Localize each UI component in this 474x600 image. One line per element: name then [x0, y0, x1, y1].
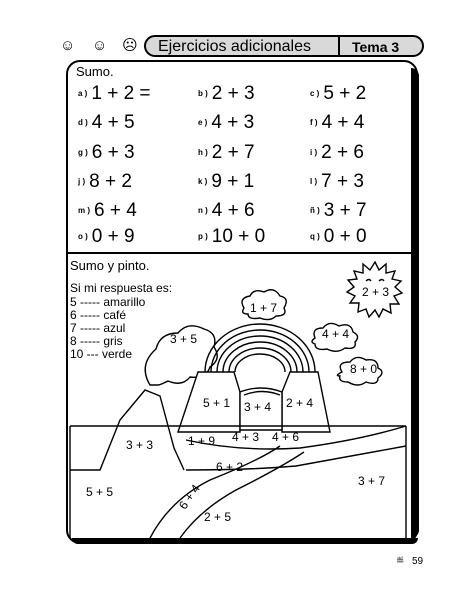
section-title-sumo-pinto: Sumo y pinto. [70, 258, 150, 273]
exercise-label: ñ ) [310, 206, 320, 215]
legend-item: 10 --- verde [70, 347, 133, 361]
exercise-label: d ) [78, 118, 88, 127]
cloud2-expression: 4 + 4 [322, 327, 350, 341]
exercise-expression: 8 + 2 [89, 171, 132, 192]
exercise-expression: 5 + 2 [323, 83, 367, 104]
legend-title: Si mi respuesta es: [70, 281, 173, 295]
exercise-expression: 4 + 5 [91, 112, 135, 133]
mountain-left-expression: 5 + 1 [203, 396, 231, 410]
exercise-label: m ) [78, 206, 90, 215]
waterfall-expression: 3 + 4 [244, 400, 272, 414]
section-title-sumo: Sumo. [76, 64, 114, 79]
volcano-expression: 3 + 3 [126, 438, 154, 452]
field-left-expression: 5 + 5 [86, 485, 114, 499]
exercise-label: i ) [310, 148, 318, 157]
mountain-right-expression: 2 + 4 [286, 396, 314, 410]
exercise-expression: 7 + 3 [321, 171, 364, 192]
field-c-expression: 4 + 6 [272, 430, 300, 444]
exercise-label: a ) [78, 89, 88, 98]
road-expression: 6 + 2 [216, 460, 244, 474]
page-title: Ejercicios adicionales [158, 38, 311, 55]
field-right-expression: 3 + 7 [358, 474, 386, 488]
legend-item: 7 ----- azul [70, 321, 126, 335]
exercise-expression: 4 + 3 [211, 112, 255, 133]
exercise-expression: 2 + 7 [211, 142, 255, 163]
exercise-expression: 6 + 4 [94, 200, 137, 221]
legend-item: 8 ----- gris [70, 334, 123, 348]
neutral-face-icon: ☺ [92, 37, 108, 54]
exercise-expression: 1 + 2 = [91, 83, 151, 104]
exercise-expression: 3 + 7 [323, 200, 367, 221]
exercise-label: k ) [198, 177, 208, 186]
cloud3-expression: 8 + 0 [350, 362, 378, 376]
exercise-expression: 0 + 0 [323, 226, 367, 247]
tema-label: Tema 3 [352, 39, 400, 55]
field-b-expression: 4 + 3 [232, 430, 260, 444]
exercise-expression: 2 + 6 [321, 142, 364, 163]
happy-face-icon: ☺ [60, 37, 76, 54]
book-icon: ≝ [396, 556, 405, 567]
cloud1-expression: 1 + 7 [250, 301, 278, 315]
exercise-label: f ) [310, 118, 318, 127]
sun-expression: 2 + 3 [362, 285, 390, 299]
exercise-label: b ) [198, 89, 208, 98]
sad-face-icon: ☹ [122, 37, 138, 54]
exercise-expression: 4 + 6 [211, 200, 255, 221]
volcano [70, 390, 184, 470]
exercise-label: l ) [310, 177, 318, 186]
exercise-expression: 4 + 4 [321, 112, 365, 133]
exercise-label: j ) [78, 177, 86, 186]
rainbow-icon [205, 324, 315, 372]
exercise-label: o ) [78, 232, 88, 241]
legend-item: 5 ----- amarillo [70, 295, 146, 309]
exercise-expression: 0 + 9 [91, 226, 135, 247]
legend-item: 6 ----- café [70, 308, 127, 322]
exercise-label: c ) [310, 89, 320, 98]
page-number: 59 [412, 556, 424, 567]
smoke-expression: 3 + 5 [170, 332, 198, 346]
field-a-expression: 1 + 9 [188, 434, 216, 448]
exercise-expression: 10 + 0 [211, 226, 266, 247]
exercise-expression: 2 + 3 [211, 83, 255, 104]
exercise-label: e ) [198, 118, 208, 127]
exercise-expression: 9 + 1 [211, 171, 255, 192]
river-expression: 6 + 4 [176, 481, 203, 513]
bottom-expression: 2 + 5 [204, 510, 232, 524]
exercise-label: g ) [78, 148, 88, 157]
exercise-label: p ) [198, 232, 208, 241]
exercise-label: q ) [310, 232, 320, 241]
exercise-expression: 6 + 3 [91, 142, 135, 163]
exercise-label: h ) [198, 148, 208, 157]
exercise-label: n ) [198, 206, 208, 215]
